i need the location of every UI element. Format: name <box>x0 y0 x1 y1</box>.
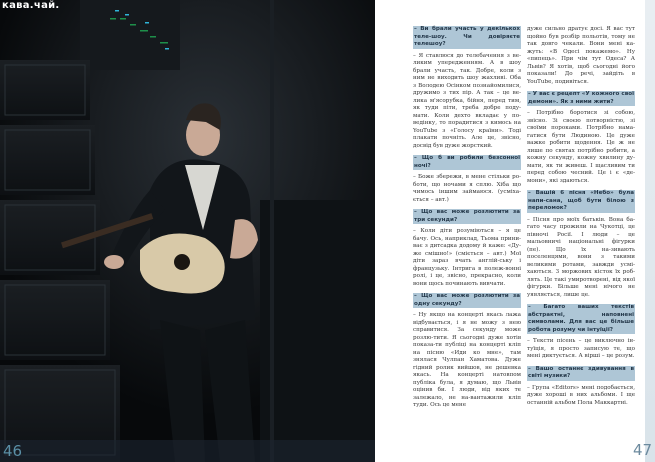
answer: – Пісня про моїх батьків. Вона ба-гато часу прожили на Чукотці, це півночі Росії. І люди – це мальовничі національні фігурки (пе). Що їх на-зивають поселенцями, вони з такими великими ротами, завжди усмі-хаються. З моржових кісток їх роб-лять. Це такі умиротворені, від якої фігурки. Більше мені нічого не уявляється, лише це. <box>527 216 635 298</box>
question: – Багато ваших текстів абстрактні, наповнені символами. Для вас це більше робота розуму чи інтуїції? <box>528 304 634 333</box>
page-number-right: 47 <box>633 441 653 459</box>
interview-column-right <box>527 26 635 412</box>
answer: – Я ставлюся до телебачення з ве-ликим упередженням. А в шоу брали участь, так. Добре, коли з ним не виходить шоу жахливі. Оба з Володею Осінком познайомилися, дружимо з тих пір. А так – це ве-лика м'ясорубка, бійня, перед тим, як туди піти, треба добре поду-мати. Коли дехто вкладає у по-ведінку, то порадитися з кимось на YouTube з «Голосу країни». Тоді плакати почніть. Але це, звісно, досвід був дуже жорсткий. <box>413 52 521 149</box>
question: – Вашій 6 пісня «Небо» була напи-сана, щоб бути білою з переломок? <box>528 190 634 211</box>
answer: дуже сильно дратує досі. Я вас тут щойно був розбір польотів, тому не так довго чекали. Вони мені ка-жуть: «В Одесі покажемо». Ну «пипець». При чім тут Одеса? А Львів? Я хотів, щоб сьогодні його показали! До речі, зайдіть в YouTube, подивіться. <box>527 26 635 85</box>
answer: – Тексти пісень – це виключно ін-туїція, я просто записую те, що мені диктується. А вірші – це розум. <box>527 338 635 359</box>
question: – Що б ви робили безсонної ночі? <box>414 155 520 169</box>
page-number-left: 46 <box>3 442 23 460</box>
answer: – Ну якщо на концерті якась лажа відбувається, і я не можу з нею справитися. За секунду може розлю-тити. Я сьогодні дуже хотів показа-ти публіці на концерті кліп на пісню «Иди ко мне», там знялася Чулпан Хаматова. Дуже гідний ролик вийшов, не дешевка якась. На концерті натовпом публіка була, я думаю, що Львів оцінив би. І люди, від яких те залежало, не на-вантажили кліп туди. Ось це мене <box>413 312 521 408</box>
answer: – Боже збережи, в мене стільки ро-боти, що ночами я сплю. Хіба що чимось іншим займаюся. (усміха-ється – авт.) <box>413 174 521 203</box>
answer: – Коли діти розуміються – я це бачу. Ось, наприклад, Тьома прини-ває з дитсадка додому й каже: «Ду-же смішно!» (сміється – авт.) Мої діти зараз вчать англій-ську і французьку. Інтрига в полеж-вонні ролі, і це, звісно, прекрасно, коли вони щось починають вивчати. <box>413 228 521 287</box>
question: – Вашо останнє здивування в світі музики? <box>528 365 634 379</box>
question: – У вас є рецепт «У кожного свої демони». Як з ними жити? <box>528 91 634 105</box>
answer: – Група «Editors» мені подобається, дуже хороші в них альбоми. І ще останній альбом Пола Маккартні. <box>527 384 635 406</box>
question: – Ви брали участь у декількох теле-шоу. Чи довіряєте телешоу? <box>414 26 520 47</box>
page-edge-accent <box>645 0 655 462</box>
question: – Що вас може розлютити за три секунди? <box>414 209 520 223</box>
interview-column-left <box>413 26 521 415</box>
question: – Що вас може розлютити за одну секунду? <box>414 293 520 307</box>
magazine-brand: кава.чай. <box>2 0 60 11</box>
answer: – Потрібно боротися зі собою, звісно. Зі своєю потворністю, зі своїми пороками. Потрібно нама-гатися бути Людиною. Це дуже важке робити щодення. Це ж не лише по святах потрібно робити, а кожну секунду, кожну хвилину ду-мати, як ти живеш. І щасливим ти перед собою чесний. Це і є «де-мони», які здаються. <box>527 110 635 184</box>
